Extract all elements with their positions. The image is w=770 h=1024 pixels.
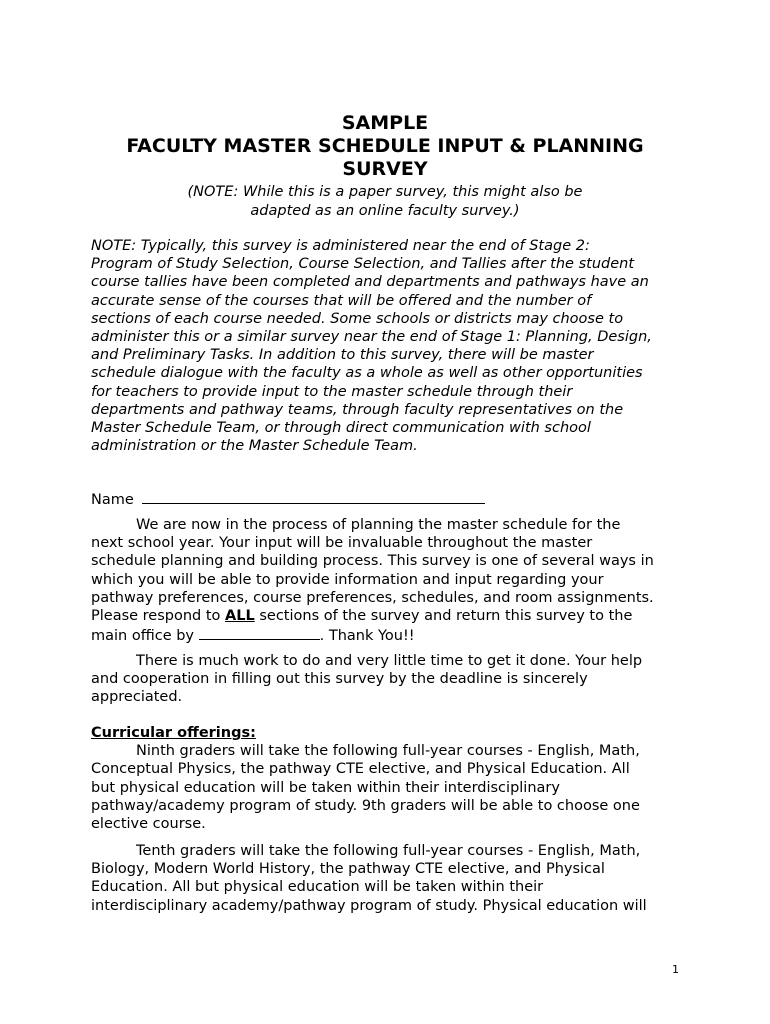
note-line: departments and pathway teams, through faculty representatives on the: [91, 401, 624, 418]
ninth-line: Conceptual Physics, the pathway CTE elective, and Physical Education. All: [91, 761, 630, 778]
note-line: NOTE: Typically, this survey is administered near the end of Stage 2:: [91, 238, 590, 254]
work-paragraph: [91, 652, 691, 707]
note-line: administer this or a similar survey near the end of Stage 1: Planning, Design,: [91, 329, 652, 346]
note-line: and Preliminary Tasks. In addition to this survey, there will be master: [91, 347, 594, 364]
ninth-line: elective course.: [91, 816, 206, 833]
work-line: There is much work to do and very little time to get it done. Your help: [136, 653, 643, 669]
respond-all-emphasis: ALL: [225, 608, 255, 625]
work-line: appreciated.: [91, 689, 183, 706]
thanks-text: . Thank You!!: [319, 628, 415, 645]
subtitle-note: [0, 183, 770, 221]
name-row: [91, 489, 691, 509]
title-line-1: SAMPLE: [341, 112, 429, 134]
office-line: [91, 625, 691, 645]
curricular-section: [91, 724, 691, 833]
deadline-field[interactable]: [199, 625, 320, 640]
tenth-line: Biology, Modern World History, the pathway CTE elective, and Physical: [91, 861, 605, 878]
document-title: [0, 112, 770, 181]
respond-before: Please respond to: [91, 608, 226, 625]
note-line: accurate sense of the courses that will be offered and the number of: [91, 292, 592, 309]
note-line: schedule dialogue with the faculty as a whole as well as other opportunities: [91, 365, 643, 382]
stage-note: [91, 237, 691, 455]
intro-line: next school year. Your input will be invaluable throughout the master: [91, 535, 593, 552]
intro-line: which you will be able to provide information and input regarding your: [91, 571, 604, 588]
subtitle-line-2: adapted as an online faculty survey.): [250, 203, 520, 219]
name-field[interactable]: [142, 489, 485, 504]
intro-line: pathway preferences, course preferences, schedules, and room assignments.: [91, 589, 654, 606]
note-line: Master Schedule Team, or through direct communication with school: [91, 420, 591, 437]
ninth-line: but physical education will be taken within their interdisciplinary: [91, 779, 560, 796]
ninth-line: pathway/academy program of study. 9th graders will be able to choose one: [91, 797, 640, 814]
note-line: administration or the Master Schedule Team.: [91, 438, 418, 455]
note-line: course tallies have been completed and departments and pathways have an: [91, 274, 649, 291]
curricular-heading: Curricular offerings:: [91, 725, 256, 741]
intro-line: schedule planning and building process. This survey is one of several ways in: [91, 553, 654, 570]
intro-line: We are now in the process of planning the master schedule for the: [136, 517, 621, 533]
note-line: sections of each course needed. Some schools or districts may choose to: [91, 310, 624, 327]
intro-paragraph: [91, 516, 691, 645]
ninth-line: Ninth graders will take the following full-year courses - English, Math,: [136, 743, 640, 760]
page-number: 1: [672, 963, 679, 976]
tenth-paragraph: [91, 842, 691, 915]
office-label: main office by: [91, 628, 195, 645]
respond-line: [91, 607, 691, 625]
title-line-2: FACULTY MASTER SCHEDULE INPUT & PLANNING: [126, 135, 644, 157]
note-line: Program of Study Selection, Course Selection, and Tallies after the student: [91, 256, 635, 273]
tenth-line: interdisciplinary academy/pathway program of study. Physical education will: [91, 897, 647, 914]
tenth-line: Education. All but physical education will be taken within their: [91, 879, 544, 896]
title-line-3: SURVEY: [342, 158, 428, 180]
subtitle-line-1: (NOTE: While this is a paper survey, this might also be: [187, 184, 583, 200]
work-line: and cooperation in filling out this survey by the deadline is sincerely: [91, 671, 588, 688]
tenth-line: Tenth graders will take the following full-year courses - English, Math,: [136, 843, 641, 859]
note-line: for teachers to provide input to the master schedule through their: [91, 383, 573, 400]
respond-after: sections of the survey and return this survey to the: [254, 608, 633, 625]
name-label: Name: [91, 492, 134, 508]
